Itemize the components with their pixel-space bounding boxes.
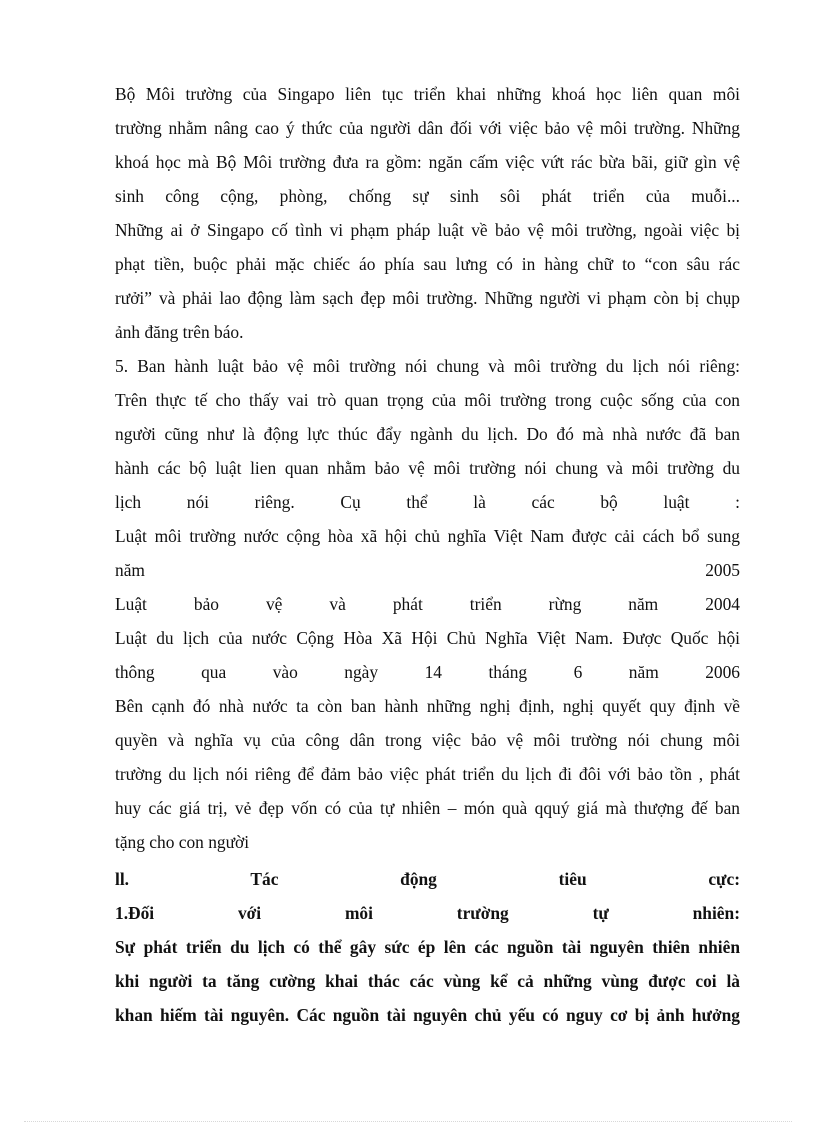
paragraph-line: trường du lịch nói riêng để đảm bảo việc phát triển du lịch đi đôi với bảo tồn , phát xyxy=(115,764,740,784)
law-item: thông qua vào ngày 14 tháng 6 năm 2006 xyxy=(115,662,740,682)
paragraph-line: huy các giá trị, vẻ đẹp vốn có của tự nhiên – món quà qquý giá mà thượng đế ban xyxy=(115,798,740,818)
paragraph-line: lịch nói riêng. Cụ thể là các bộ luật : xyxy=(115,492,740,512)
paragraph-line: phạt tiền, buộc phải mặc chiếc áo phía sau lưng có in hàng chữ to “con sâu rác xyxy=(115,254,740,274)
paragraph-line: khan hiếm tài nguyên. Các nguồn tài nguyên chủ yếu có nguy cơ bị ảnh hưởng xyxy=(115,1005,740,1025)
paragraph-line: Những ai ở Singapo cố tình vi phạm pháp luật về bảo vệ môi trường, ngoài việc bị xyxy=(115,220,740,240)
law-item: năm 2005 xyxy=(115,560,740,580)
paragraph-line: Sự phát triển du lịch có thể gây sức ép lên các nguồn tài nguyên thiên nhiên xyxy=(115,937,740,957)
paragraph-line: Bộ Môi trường của Singapo liên tục triển khai những khoá học liên quan môi xyxy=(115,84,740,104)
page-bottom-divider xyxy=(24,1121,792,1122)
section-heading: ll. Tác động tiêu cực: xyxy=(115,869,740,889)
paragraph-line: khi người ta tăng cường khai thác các vùng kể cả những vùng được coi là xyxy=(115,971,740,991)
paragraph-line: khoá học mà Bộ Môi trường đưa ra gồm: ngăn cấm việc vứt rác bừa bãi, giữ gìn vệ xyxy=(115,152,740,172)
section-heading: 5. Ban hành luật bảo vệ môi trường nói chung và môi trường du lịch nói riêng: xyxy=(115,356,740,376)
paragraph-line: sinh công cộng, phòng, chống sự sinh sôi phát triển của muỗi... xyxy=(115,186,740,206)
paragraph-line: Trên thực tế cho thấy vai trò quan trọng của môi trường trong cuộc sống của con xyxy=(115,390,740,410)
subsection-heading: 1.Đối với môi trường tự nhiên: xyxy=(115,903,740,923)
paragraph-line: Bên cạnh đó nhà nước ta còn ban hành những nghị định, nghị quyết quy định về xyxy=(115,696,740,716)
paragraph-line: hành các bộ luật lien quan nhằm bảo vệ môi trường nói chung và môi trường du xyxy=(115,458,740,478)
paragraph-line: quyền và nghĩa vụ của công dân trong việc bảo vệ môi trường nói chung môi xyxy=(115,730,740,750)
paragraph-line: người cũng như là động lực thúc đẩy ngành du lịch. Do đó mà nhà nước đã ban xyxy=(115,424,740,444)
paragraph-line: rưởi” và phải lao động làm sạch đẹp môi trường. Những người vi phạm còn bị chụp xyxy=(115,288,740,308)
law-item: Luật môi trường nước cộng hòa xã hội chủ nghĩa Việt Nam được cải cách bổ sung xyxy=(115,526,740,546)
paragraph-line: tặng cho con người xyxy=(115,832,250,852)
paragraph-line: ảnh đăng trên báo. xyxy=(115,322,244,342)
paragraph-line: trường nhằm nâng cao ý thức của người dân đối với việc bảo vệ môi trường. Những xyxy=(115,118,740,138)
law-item: Luật du lịch của nước Cộng Hòa Xã Hội Chủ Nghĩa Việt Nam. Được Quốc hội xyxy=(115,628,740,648)
law-item: Luật bảo vệ và phát triển rừng năm 2004 xyxy=(115,594,740,614)
